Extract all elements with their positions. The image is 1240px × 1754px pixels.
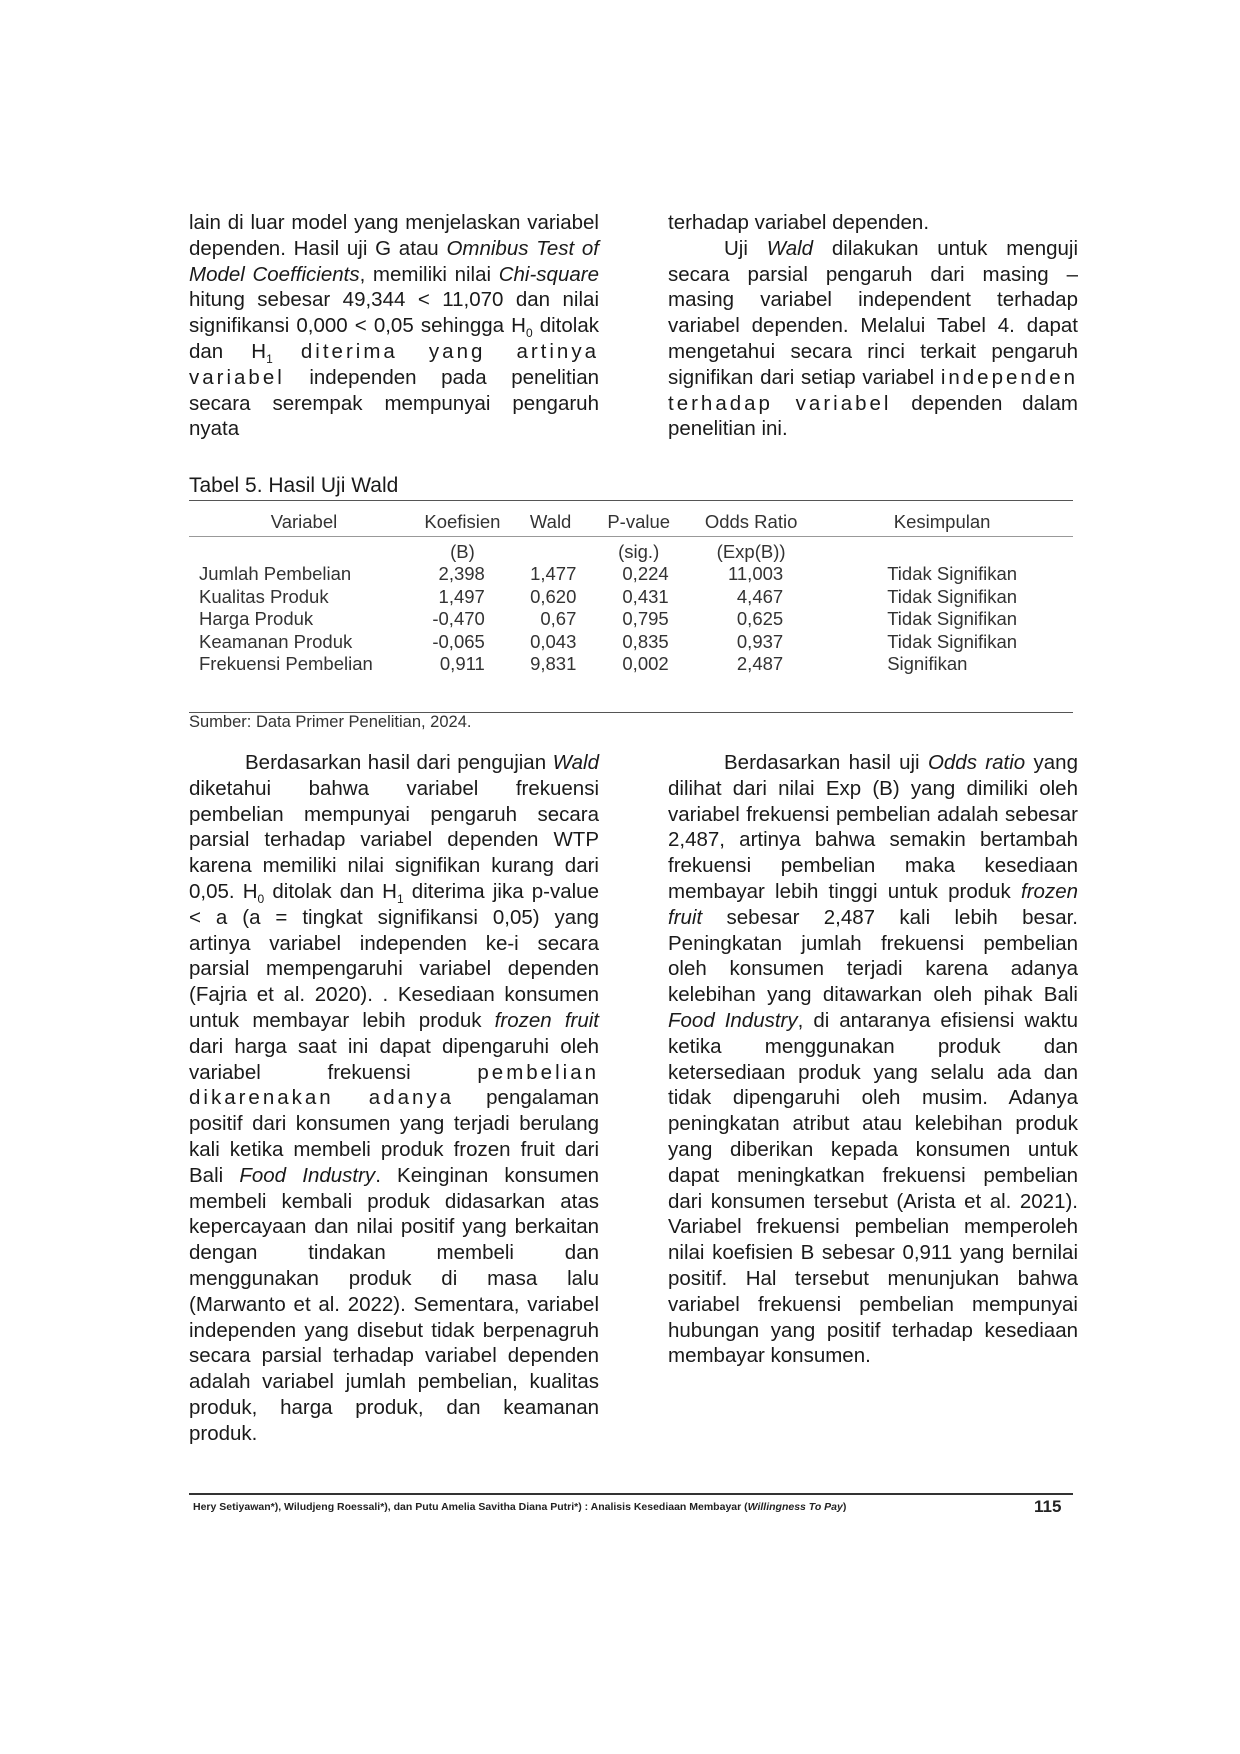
paragraph: Uji Wald dilakukan untuk menguji secara parsial pengaruh dari masing – masing variabel independent terhadap variabel dependen. Melalui Tabel 4. dapat mengetahui secara rinci terkait pengaruh signifikan dari setiap variabel independen terhadap variabel dependen dalam penelitian ini. bbox=[668, 236, 1079, 441]
paragraph: Berdasarkan hasil dari pengujian Wald diketahui bahwa variabel frekuensi pembelian mempunyai pengaruh secara parsial terhadap variabel dependen WTP karena memiliki nilai signifikan kurang dari 0,05. $H_0$ ditolak dan $H_1$ diterima jika p-value < a (a = tingkat signifikansi 0,05) yang artinya variabel independen ke-i secara parsial mempengaruhi variabel dependen (Fajria et al. 2020). . Kesediaan konsumen untuk membayar lebih produk frozen fruit dari harga saat ini dapat dipengaruhi oleh variabel frekuensi pembelian dikarenakan adanya pengalaman positif dari konsumen yang terjadi berulang kali ketika membeli produk frozen fruit dari Bali Food Industry. Keinginan konsumen membeli kembali produk didasarkan atas kepercayaan dan nilai positif yang berkaitan dengan tindakan membeli dan menggunakan produk di masa lalu (Marwanto et al. 2022). Sementara, variabel independen yang disebut tidak berpenagruh secara parsial terhadap variabel dependen adalah variabel jumlah pembelian, kualitas produk, harga produk, dan keamanan produk. bbox=[189, 751, 599, 1445]
paragraph: lain di luar model yang menjelaskan variabel dependen. Hasil uji G atau Omnibus Test of Model Coefficients, memiliki nilai Chi-square hitung sebesar 49,344 < 11,070 dan nilai signifikansi 0,000 < 0,05 sehingga $H_0$ ditolak dan $H_1$ diterima yang artinya variabel independen pada penelitian secara serempak mempunyai pengaruh nyata bbox=[189, 211, 599, 441]
table-row: Harga Produk -0,470 0,67 0,795 0,625 Tidak Signifikan bbox=[199, 608, 1018, 630]
page-number: 115 bbox=[1034, 1497, 1062, 1516]
bottom-left-column bbox=[189, 750, 599, 1447]
table-row: Keamanan Produk -0,065 0,043 0,835 0,937 Tidak Signifikan bbox=[199, 630, 1018, 652]
footer-divider bbox=[189, 1493, 1073, 1495]
paragraph: terhadap variabel dependen. bbox=[668, 211, 930, 234]
header-p-value: P-value bbox=[586, 501, 691, 537]
wald-table bbox=[189, 500, 1073, 713]
table-header-row bbox=[189, 501, 1073, 537]
top-right-column bbox=[668, 210, 1078, 442]
header-wald: Wald bbox=[515, 501, 587, 537]
header-odds-ratio: Odds Ratio bbox=[691, 501, 811, 537]
table-row: Jumlah Pembelian 2,398 1,477 0,224 11,003 Tidak Signifikan bbox=[199, 563, 1018, 585]
table-subheader-row bbox=[189, 537, 1073, 564]
subheader-sig: (sig.) bbox=[586, 537, 691, 564]
header-kesimpulan: Kesimpulan bbox=[811, 501, 1073, 537]
table-row: Kualitas Produk 1,497 0,620 0,431 4,467 Tidak Signifikan bbox=[199, 585, 1018, 607]
top-left-column bbox=[189, 210, 599, 442]
footer-running-head: Hery Setiyawan*), Wiludjeng Roessali*), dan Putu Amelia Savitha Diana Putri*) : Analisis Kesediaan Membayar (Willingness To Pay) bbox=[193, 1501, 847, 1513]
header-koefisien: Koefisien bbox=[410, 501, 515, 537]
header-variabel: Variabel bbox=[189, 501, 410, 537]
paragraph: Berdasarkan hasil uji Odds ratio yang dilihat dari nilai Exp (B) yang dimiliki oleh variabel frekuensi pembelian adalah sebesar 2,487, artinya bahwa semakin bertambah frekuensi pembelian maka kesediaan membayar lebih tinggi untuk produk frozen fruit sebesar 2,487 kali lebih besar. Peningkatan jumlah frekuensi pembelian oleh konsumen terjadi karena adanya kelebihan yang ditawarkan oleh pihak Bali Food Industry, di antaranya efisiensi waktu ketika menggunakan produk dan ketersediaan produk yang selalu ada dan tidak dipengaruhi oleh musim. Adanya peningkatan atribut atau kelebihan produk yang diberikan kepada konsumen untuk dapat meningkatkan frekuensi pembelian dari konsumen tersebut (Arista et al. 2021). Variabel frekuensi pembelian memperoleh nilai koefisien B sebesar 0,911 yang bernilai positif. Hal tersebut menunjukan bahwa variabel frekuensi pembelian mempunyai hubungan yang positif terhadap kesediaan membayar konsumen. bbox=[668, 751, 1079, 1368]
table-row: Frekuensi Pembelian 0,911 9,831 0,002 2,487 Signifikan bbox=[189, 653, 1073, 712]
subheader-b: (B) bbox=[410, 537, 515, 564]
table-source: Sumber: Data Primer Penelitian, 2024. bbox=[189, 713, 472, 731]
table-caption: Tabel 5. Hasil Uji Wald bbox=[189, 474, 399, 497]
subheader-exp-b: (Exp(B)) bbox=[691, 537, 811, 564]
bottom-right-column bbox=[668, 750, 1078, 1369]
